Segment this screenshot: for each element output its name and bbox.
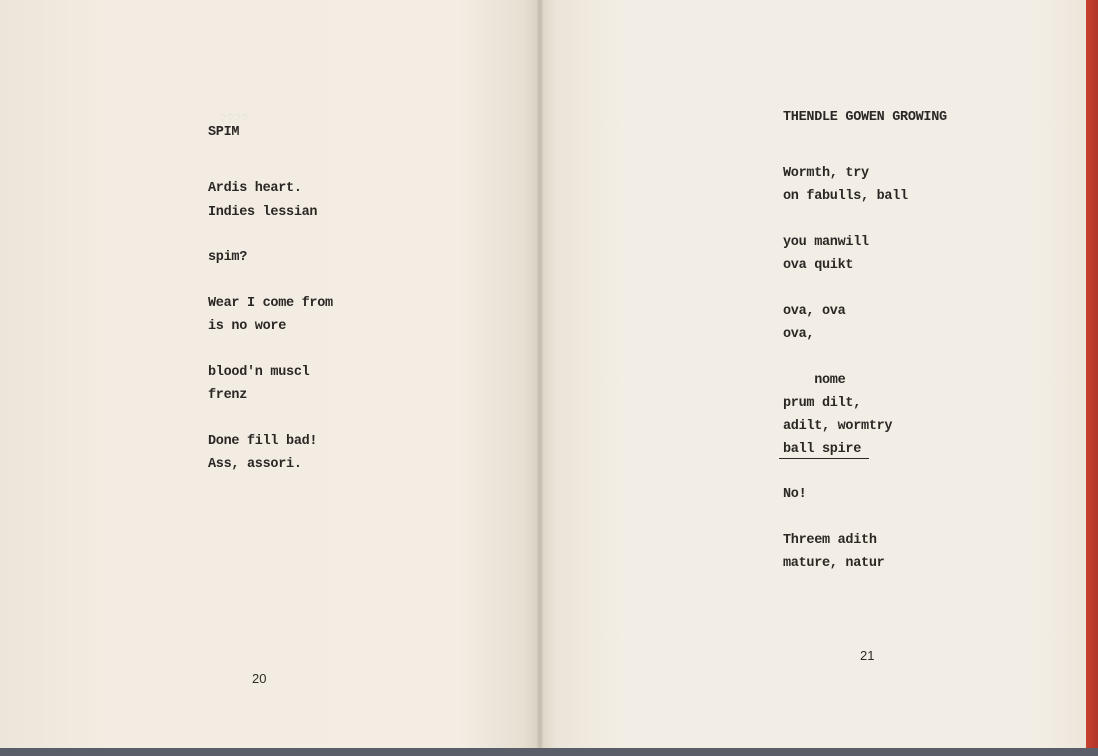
poem-line: frenz xyxy=(208,388,248,403)
poem-line: ova, xyxy=(783,327,815,342)
poem-line: Wear I come from xyxy=(208,296,333,311)
poem-line: adilt, wormtry xyxy=(783,419,893,434)
bottom-edge xyxy=(0,748,1098,756)
left-poem xyxy=(208,0,333,472)
poem-line: No! xyxy=(783,487,807,502)
poem-line: ova quikt xyxy=(783,258,854,273)
poem-line: Done fill bad! xyxy=(208,434,318,449)
poem-line: you manwill xyxy=(783,235,869,250)
book-gutter xyxy=(537,0,543,750)
cover-edge xyxy=(1086,0,1098,756)
page-number-right: 21 xyxy=(860,648,875,663)
poem-line: is no wore xyxy=(208,319,287,334)
poem-line: ova, ova xyxy=(783,304,846,319)
poem-line-underlined: ball spire xyxy=(779,442,869,459)
poem-line: spim? xyxy=(208,250,248,265)
poem-line: nome xyxy=(783,373,846,388)
poem-line: Indies lessian xyxy=(208,205,318,220)
poem-line: prum dilt, xyxy=(783,396,862,411)
poem-line: blood'n muscl xyxy=(208,365,310,380)
poem-title: SPIM xyxy=(208,125,240,140)
poem-line: Wormth, try xyxy=(783,166,869,181)
left-page: ???? xyxy=(0,0,540,750)
page-number-left: 20 xyxy=(252,671,267,686)
poem-line: Ass, assori. xyxy=(208,457,302,472)
right-poem xyxy=(783,0,947,571)
poem-line: on fabulls, ball xyxy=(783,189,908,204)
poem-line: Ardis heart. xyxy=(208,181,302,196)
poem-title: THENDLE GOWEN GROWING xyxy=(783,110,947,125)
poem-line: Threem adith xyxy=(783,533,877,548)
poem-line: mature, natur xyxy=(783,556,885,571)
